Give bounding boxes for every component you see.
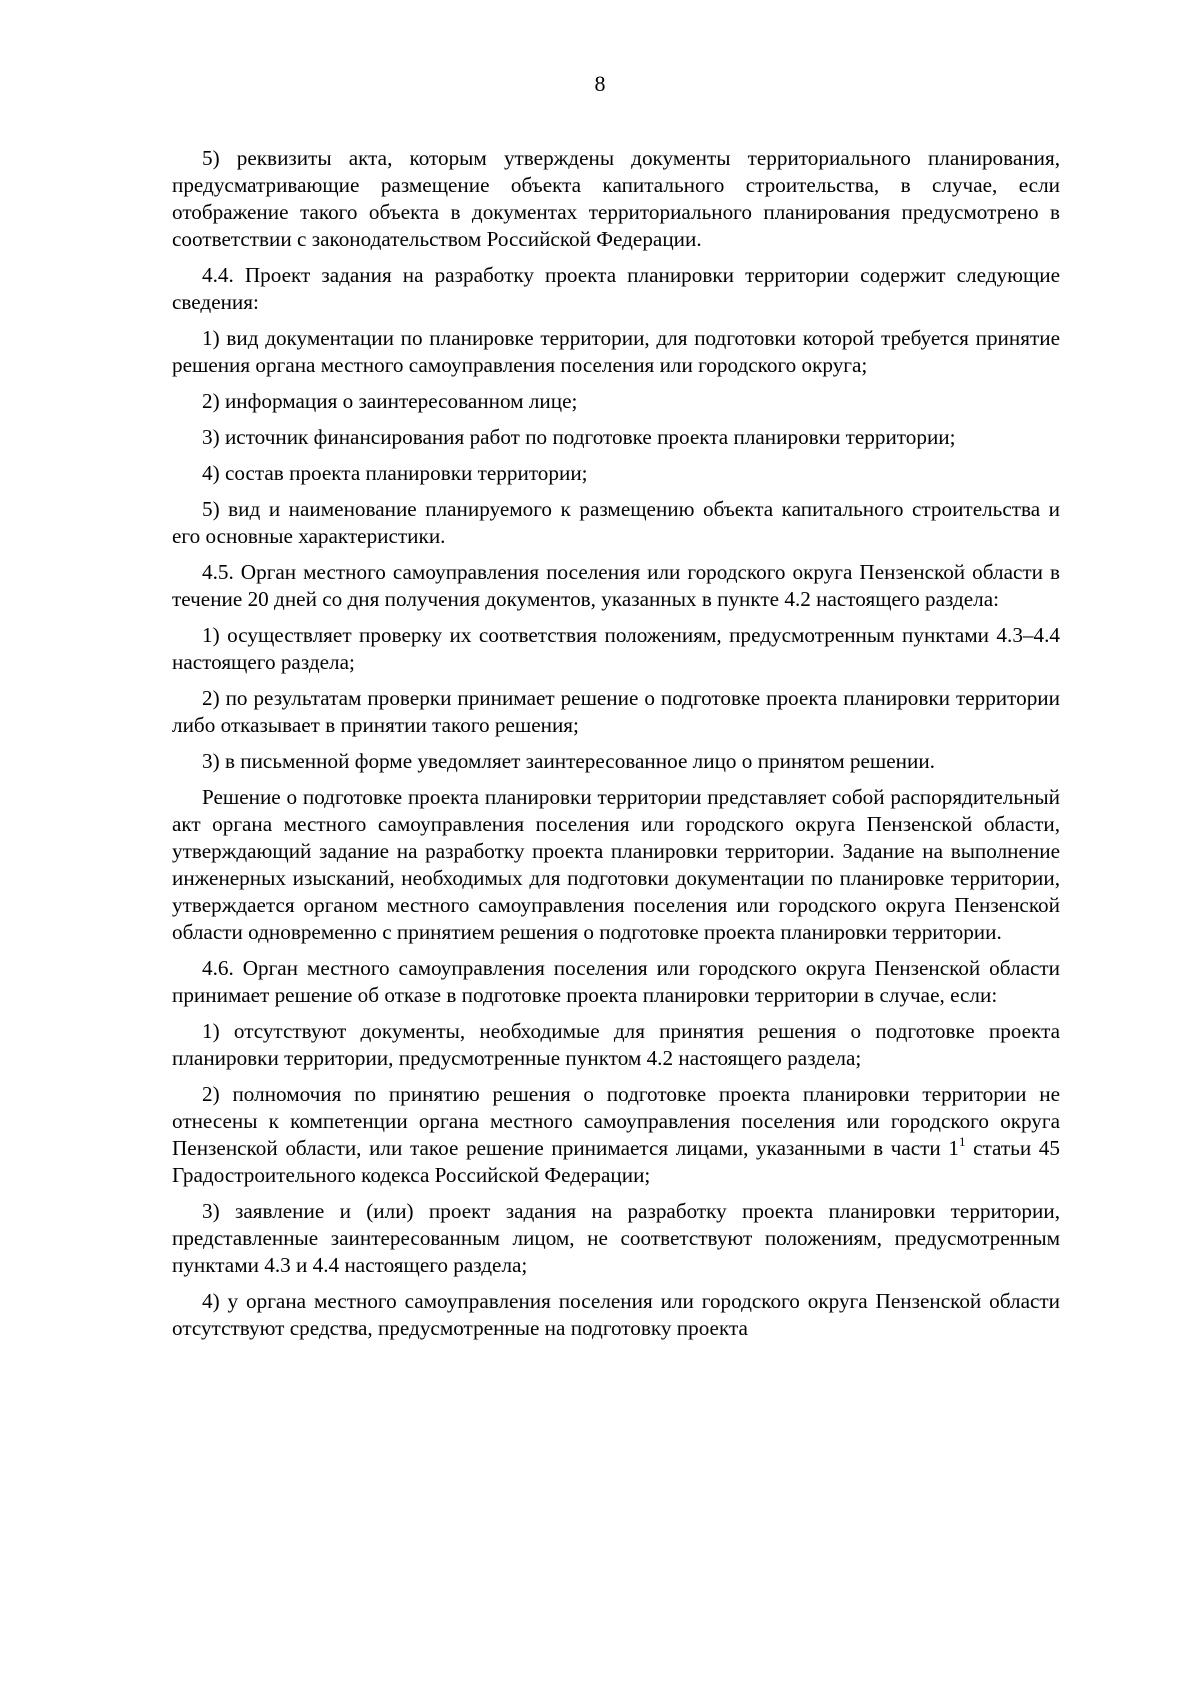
paragraph: 3) источник финансирования работ по подготовке проекта планировки территории; (202, 425, 956, 449)
paragraph: Решение о подготовке проекта планировки территории представляет собой распорядительный акт органа местного самоуправления поселения или городского округа Пензенской области, утверждающий задание на разработку проекта планировки территории. Задание на выполнение инженерных изысканий, необходимых для подготовки документации по планировке территории, утверждается органом местного самоуправления поселения или городского округа Пензенской области одновременно с принятием решения о подготовке проекта планировки территории. (172, 785, 1060, 944)
superscript-index: 1 (959, 1134, 966, 1149)
paragraph: 1) отсутствуют документы, необходимые для принятия решения о подготовке проекта планировки территории, предусмотренные пунктом 4.2 настоящего раздела; (172, 1019, 1060, 1070)
paragraph: 1) вид документации по планировке территории, для подготовки которой требуется принятие решения органа местного самоуправления поселения или городского округа; (172, 326, 1060, 377)
paragraph-with-superscript (172, 1081, 1060, 1189)
paragraph-text-before: 2) полномочия по принятию решения о подготовке проекта планировки территории не отнесены к компетенции органа местного самоуправления поселения или городского округа Пензенской области, или такое решение принимается лицами, указанными в части 1 (172, 1082, 1060, 1160)
document-body (172, 145, 1060, 1351)
paragraph: 4) у органа местного самоуправления поселения или городского округа Пензенской области отсутствуют средства, предусмотренные на подготовку проекта (172, 1289, 1060, 1340)
paragraph: 3) заявление и (или) проект задания на разработку проекта планировки территории, представленные заинтересованным лицом, не соответствуют положениям, предусмотренным пунктами 4.3 и 4.4 настоящего раздела; (172, 1199, 1060, 1277)
paragraph: 5) вид и наименование планируемого к размещению объекта капитального строительства и его основные характеристики. (172, 497, 1060, 548)
paragraph: 4.4. Проект задания на разработку проекта планировки территории содержит следующие сведения: (172, 263, 1060, 314)
paragraph: 3) в письменной форме уведомляет заинтересованное лицо о принятом решении. (202, 749, 935, 773)
paragraph: 2) информация о заинтересованном лице; (202, 389, 578, 413)
paragraph: 4) состав проекта планировки территории; (202, 461, 588, 485)
paragraph: 2) по результатам проверки принимает решение о подготовке проекта планировки территории либо отказывает в принятии такого решения; (172, 686, 1060, 737)
paragraph: 4.6. Орган местного самоуправления поселения или городского округа Пензенской области принимает решение об отказе в подготовке проекта планировки территории в случае, если: (172, 956, 1060, 1007)
page-number: 8 (594, 71, 606, 96)
paragraph: 4.5. Орган местного самоуправления поселения или городского округа Пензенской области в течение 20 дней со дня получения документов, указанных в пункте 4.2 настоящего раздела: (172, 560, 1060, 611)
paragraph: 1) осуществляет проверку их соответствия положениям, предусмотренным пунктами 4.3–4.4 настоящего раздела; (172, 623, 1060, 674)
paragraph: 5) реквизиты акта, которым утверждены документы территориального планирования, предусматривающие размещение объекта капитального строительства, в случае, если отображение такого объекта в документах территориального планирования предусмотрено в соответствии с законодательством Российской Федерации. (172, 146, 1060, 251)
paragraph-text-after: статьи 45 Градостроительного кодекса Российской Федерации; (172, 1136, 1060, 1187)
